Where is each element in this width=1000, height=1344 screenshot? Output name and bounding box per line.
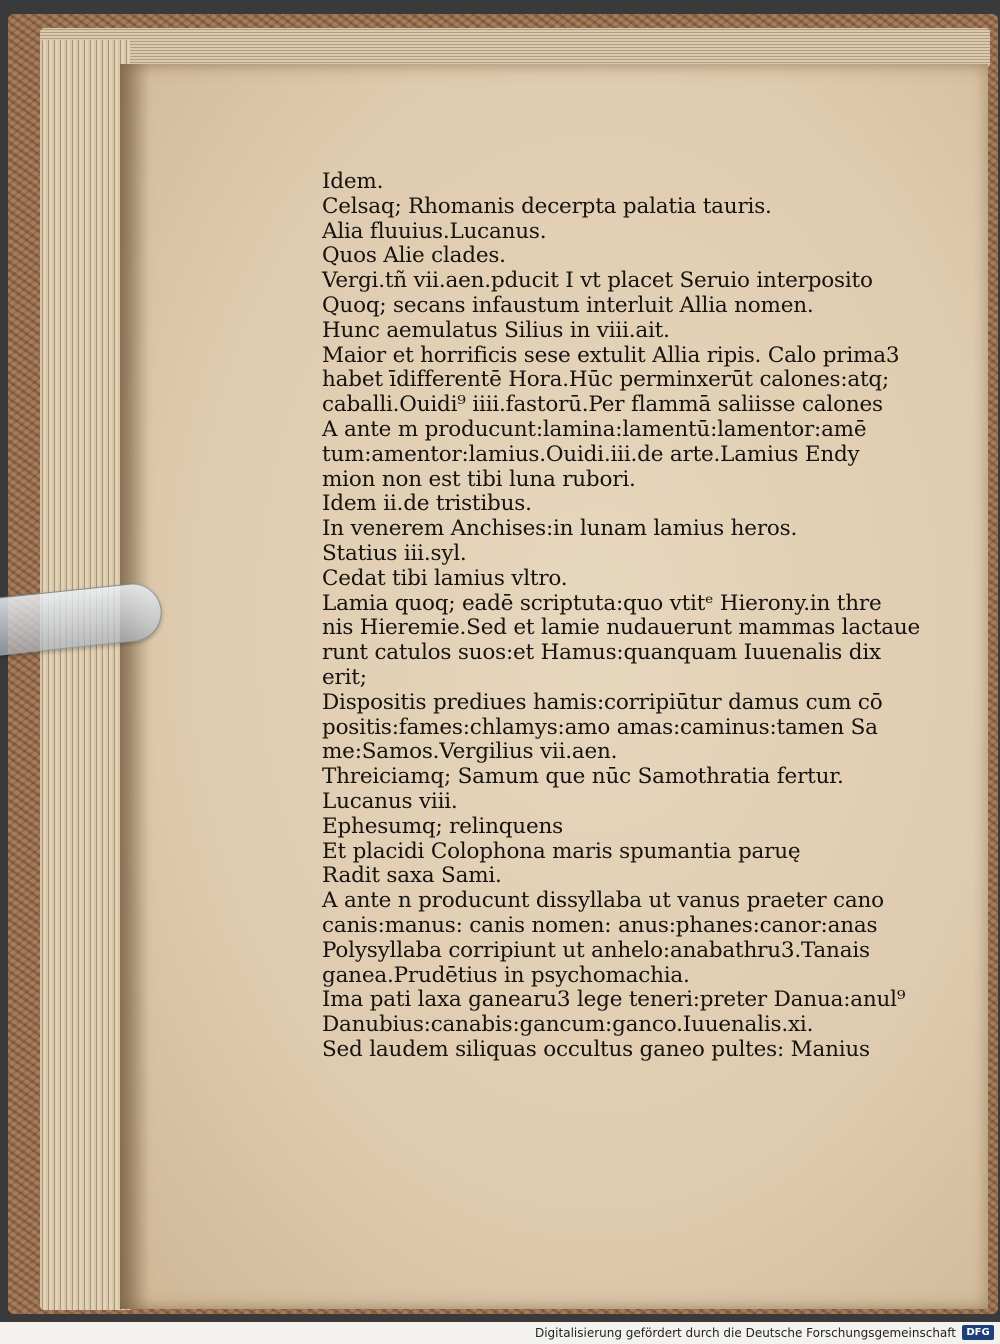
- text-line: Radit saxa Sami.: [322, 863, 502, 889]
- dfg-logo-icon: DFG: [962, 1325, 994, 1340]
- text-line: me:Samos.Vergilius vii.aen.: [322, 739, 618, 765]
- text-line: A ante n producunt dissyllaba ut vanus praeter cano: [322, 888, 884, 914]
- text-line: Threiciamq; Samum que nūc Samothratia fertur.: [322, 764, 844, 790]
- text-line: positis:fames:chlamys:amo amas:caminus:tamen Sa: [322, 714, 878, 740]
- text-line: ganea.Prudētius in psychomachia.: [322, 962, 690, 988]
- text-line: runt catulos suos:et Hamus:quanquam Iuuenalis dix: [322, 640, 881, 666]
- text-line: Statius iii.syl.: [322, 540, 467, 566]
- text-line: Quos Alie clades.: [322, 243, 506, 269]
- gutter-shadow: [120, 64, 150, 1309]
- text-line: mion non est tibi luna rubori.: [322, 466, 636, 492]
- text-line: Alia fluuius.Lucanus.: [322, 218, 547, 244]
- text-line: Ima pati laxa ganearu3 lege teneri:preter Danua:anul⁹: [322, 987, 906, 1013]
- text-line: Et placidi Colophona maris spumantia paruę: [322, 838, 801, 864]
- text-line: nis Hieremie.Sed et lamie nudauerunt mammas lactaue: [322, 615, 921, 641]
- text-line: Lucanus viii.: [322, 788, 458, 814]
- page-text: [322, 169, 921, 1063]
- text-line: Dispositis prediues hamis:corripiūtur damus cum cō: [322, 689, 883, 715]
- text-line: Idem.: [322, 169, 384, 194]
- text-line: A ante m producunt:lamina:lamentū:lamentor:amē: [322, 416, 867, 442]
- text-line: habet īdifferentē Hora.Hūc perminxerūt calones:atq;: [322, 367, 890, 393]
- text-line: Hunc aemulatus Silius in viii.ait.: [322, 317, 670, 343]
- text-line: Polysyllaba corripiunt ut anhelo:anabathru3.Tanais: [322, 937, 870, 963]
- text-line: Quoq; secans infaustum interluit Allia nomen.: [322, 292, 814, 318]
- text-line: Celsaq; Rhomanis decerpta palatia tauris.: [322, 193, 772, 219]
- text-line: Sed laudem siliquas occultus ganeo pultes: Manius: [322, 1036, 870, 1062]
- text-line: erit;: [322, 664, 367, 690]
- text-line: Cedat tibi lamius vltro.: [322, 565, 568, 591]
- page-edges-left: [40, 40, 130, 1310]
- page-edges-top: [40, 28, 990, 68]
- text-line: Vergi.tñ vii.aen.pducit I vt placet Seruio interposito: [322, 268, 873, 294]
- funding-notice: Digitalisierung gefördert durch die Deutsche Forschungsgemeinschaft: [534, 1326, 956, 1340]
- text-line: tum:amentor:lamius.Ouidi.iii.de arte.Lamius Endy: [322, 441, 860, 467]
- text-line: canis:manus: canis nomen: anus:phanes:canor:anas: [322, 912, 878, 938]
- text-line: Ephesumq; relinquens: [322, 813, 563, 839]
- text-line: Idem ii.de tristibus.: [322, 491, 532, 517]
- footer-bar: [0, 1322, 1000, 1344]
- text-line: caballi.Ouidi⁹ iiii.fastorū.Per flammā saliisse calones: [322, 392, 883, 418]
- text-line: Maior et horrificis sese extulit Allia ripis. Calo prima3: [322, 342, 900, 368]
- text-line: Danubius:canabis:gancum:ganco.Iuuenalis.xi.: [322, 1012, 814, 1038]
- text-line: In venerem Anchises:in lunam lamius heros.: [322, 516, 798, 542]
- text-line: Lamia quoq; eadē scriptuta:quo vtitᵉ Hierony.in thre: [322, 590, 882, 616]
